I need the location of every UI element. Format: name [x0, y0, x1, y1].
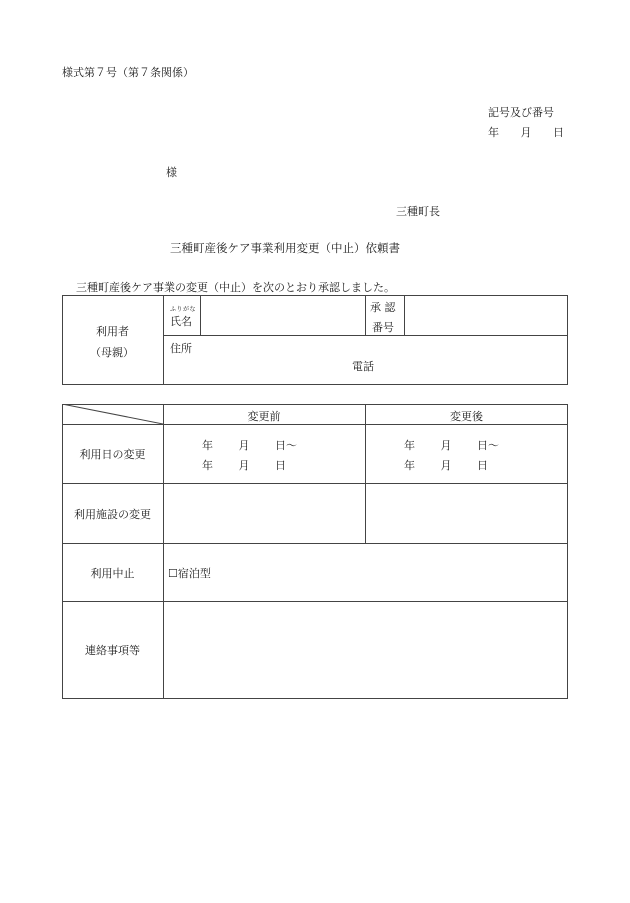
stay-type-label: 宿泊型 [177, 567, 211, 580]
before-to-year: 年 [202, 459, 213, 472]
date-day: 日 [553, 126, 564, 139]
after-to-month: 月 [440, 459, 452, 472]
after-from-day: 日～ [477, 439, 499, 452]
checkbox-icon[interactable]: ☐ [168, 567, 178, 580]
address-label: 住所 [170, 342, 192, 355]
after-to-year: 年 [404, 459, 415, 472]
after-from-month: 月 [440, 439, 452, 452]
after-date-from [404, 437, 499, 453]
row-label-facility-change: 利用施設の変更 [74, 508, 151, 521]
before-from-day: 日～ [275, 439, 297, 452]
phone-label: 電話 [352, 360, 374, 373]
row-label-notes: 連絡事項等 [85, 644, 140, 657]
row-label-cancellation: 利用中止 [90, 567, 135, 580]
after-date-to [404, 457, 488, 473]
user-info-table [62, 295, 568, 385]
column-after-header: 変更後 [450, 410, 483, 423]
name-label: 氏名 [170, 315, 192, 328]
before-from-month: 月 [238, 439, 250, 452]
approval-label-1: 承 認 [370, 301, 396, 314]
document-id-label: 記号及び番号 [488, 106, 554, 119]
after-from-year: 年 [404, 439, 415, 452]
before-date-from [202, 437, 297, 453]
row-label-date-change: 利用日の変更 [79, 448, 146, 461]
date-month: 月 [520, 126, 532, 139]
mother-label: （母親） [90, 346, 134, 359]
form-number: 様式第７号（第７条関係） [62, 66, 194, 79]
furigana-label: ふりがな [170, 306, 197, 313]
column-before-header: 変更前 [247, 410, 281, 423]
header-diagonal-line [62, 404, 163, 424]
approval-label-2: 番号 [372, 321, 394, 334]
document-title: 三種町産後ケア事業利用変更（中止）依頼書 [170, 241, 400, 255]
before-date-to [202, 457, 286, 473]
before-to-day: 日 [275, 459, 286, 472]
stay-type-option[interactable] [168, 565, 211, 581]
after-to-day: 日 [477, 459, 488, 472]
user-label: 利用者 [96, 325, 129, 338]
before-to-month: 月 [238, 459, 250, 472]
addressee-suffix: 様 [166, 166, 177, 179]
issuer-name: 三種町長 [396, 205, 440, 218]
approval-statement: 三種町産後ケア事業の変更（中止）を次のとおり承認しました。 [76, 281, 395, 294]
issue-date [488, 124, 564, 140]
before-from-year: 年 [202, 439, 213, 452]
date-year: 年 [488, 126, 499, 139]
